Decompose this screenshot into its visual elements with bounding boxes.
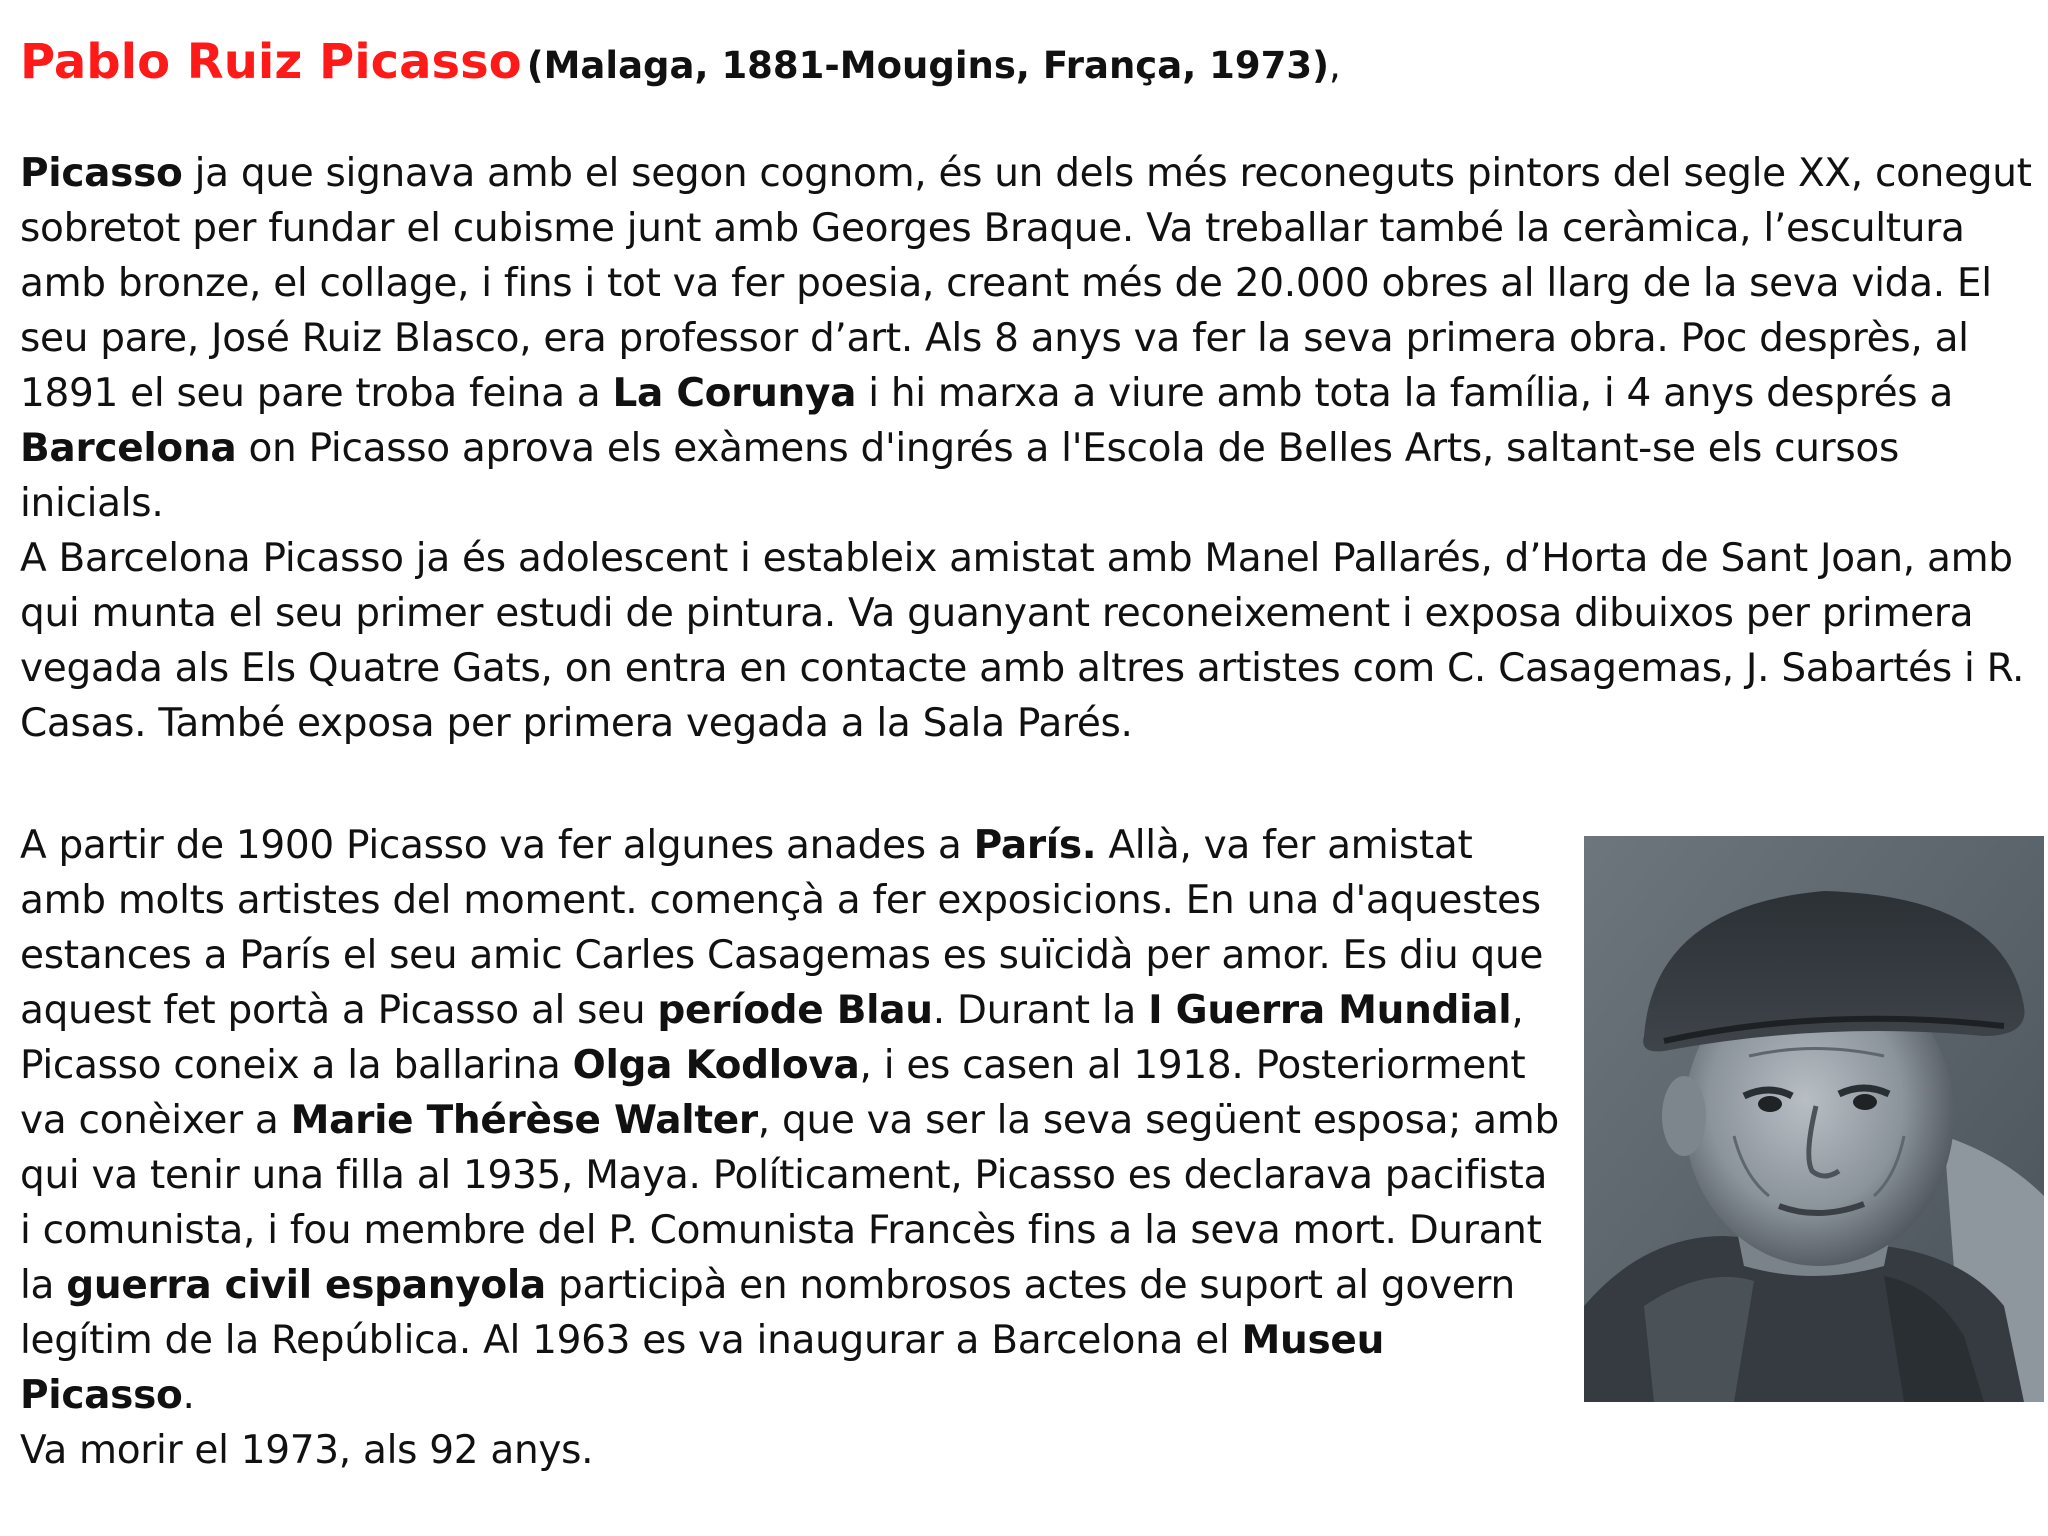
- text-segment: , Picasso coneix a la ballarina: [20, 988, 1524, 1088]
- title-dates: (Malaga, 1881-Mougins, França, 1973): [526, 44, 1330, 87]
- text-segment: ja que signava amb el segon cognom, és un dels més reconeguts pintors del segle XX, conegut sobretot per fundar el cubisme junt amb Georges Braque. Va treballar també la ceràmica, l’escultura amb bronze, el collage, i fins i tot va fer poesia, creant més de 20.000 obres al llarg de la seva vida. El seu pare, José Ruiz Blasco, era professor d’art. Als 8 anys va fer la seva primera obra. Poc desprès, al 1891 el seu pare troba feina a: [20, 151, 2032, 416]
- text-segment: on Picasso aprova els exàmens d'ingrés a l'Escola de Belles Arts, saltant-se els cursos inicials.: [20, 426, 1900, 526]
- text-segment: .: [182, 1373, 195, 1418]
- bold-marie-therese-walter: Marie Thérèse Walter: [290, 1098, 758, 1143]
- bold-paris: París.: [973, 823, 1097, 868]
- text-segment: , i es casen al 1918. Posteriorment va conèixer a: [20, 1043, 1526, 1143]
- bold-periode-blau: període Blau: [657, 988, 933, 1033]
- title-comma: ,: [1329, 44, 1341, 87]
- biography-paragraph-paris: [20, 818, 1560, 1478]
- text-segment: A Barcelona Picasso ja és adolescent i estableix amistat amb Manel Pallarés, d’Horta de Sant Joan, amb qui munta el seu primer estudi de pintura. Va guanyant reconeixement i exposa dibuixos per primera vegada als Els Quatre Gats, on entra en contacte amb altres artistes com C. Casagemas, J. Sabartés i R. Casas. També exposa per primera vegada a la Sala Parés.: [20, 536, 2025, 746]
- bold-la-corunya: La Corunya: [612, 371, 857, 416]
- text-segment: i hi marxa a viure amb tota la família, i 4 anys després a: [856, 371, 1953, 416]
- bold-picasso: Picasso: [20, 151, 183, 196]
- portrait-illustration: [1584, 836, 2044, 1402]
- bold-olga-kodlova: Olga Kodlova: [572, 1043, 860, 1088]
- text-segment: , que va ser la seva següent esposa; amb qui va tenir una filla al 1935, Maya. Políticament, Picasso es declarava pacifista i comunista, i fou membre del P. Comunista Francès fins a la seva mort. Durant la: [20, 1098, 1559, 1308]
- text-segment: participà en nombrosos actes de suport al govern legítim de la República. Al 1963 es va inaugurar a Barcelona el: [20, 1263, 1515, 1363]
- bold-guerra-mundial: I Guerra Mundial: [1148, 988, 1512, 1033]
- bold-barcelona: Barcelona: [20, 426, 237, 471]
- bold-museu-picasso: Museu Picasso: [20, 1318, 1385, 1418]
- text-segment: Allà, va fer amistat amb molts artistes del moment. començà a fer exposicions. En una d'aquestes estances a París el seu amic Carles Casagemas es suïcidà per amor. Es diu que aquest fet portà a Picasso al seu: [20, 823, 1544, 1033]
- text-segment: A partir de 1900 Picasso va fer algunes anades a: [20, 823, 974, 868]
- biography-paragraph-early-life: [20, 146, 2040, 751]
- page-title: [20, 30, 2020, 105]
- bold-guerra-civil: guerra civil espanyola: [66, 1263, 546, 1308]
- title-name: Pablo Ruiz Picasso: [20, 34, 522, 90]
- portrait-photo: [1584, 836, 2044, 1402]
- text-segment: Va morir el 1973, als 92 anys.: [20, 1428, 594, 1473]
- text-segment: . Durant la: [932, 988, 1149, 1033]
